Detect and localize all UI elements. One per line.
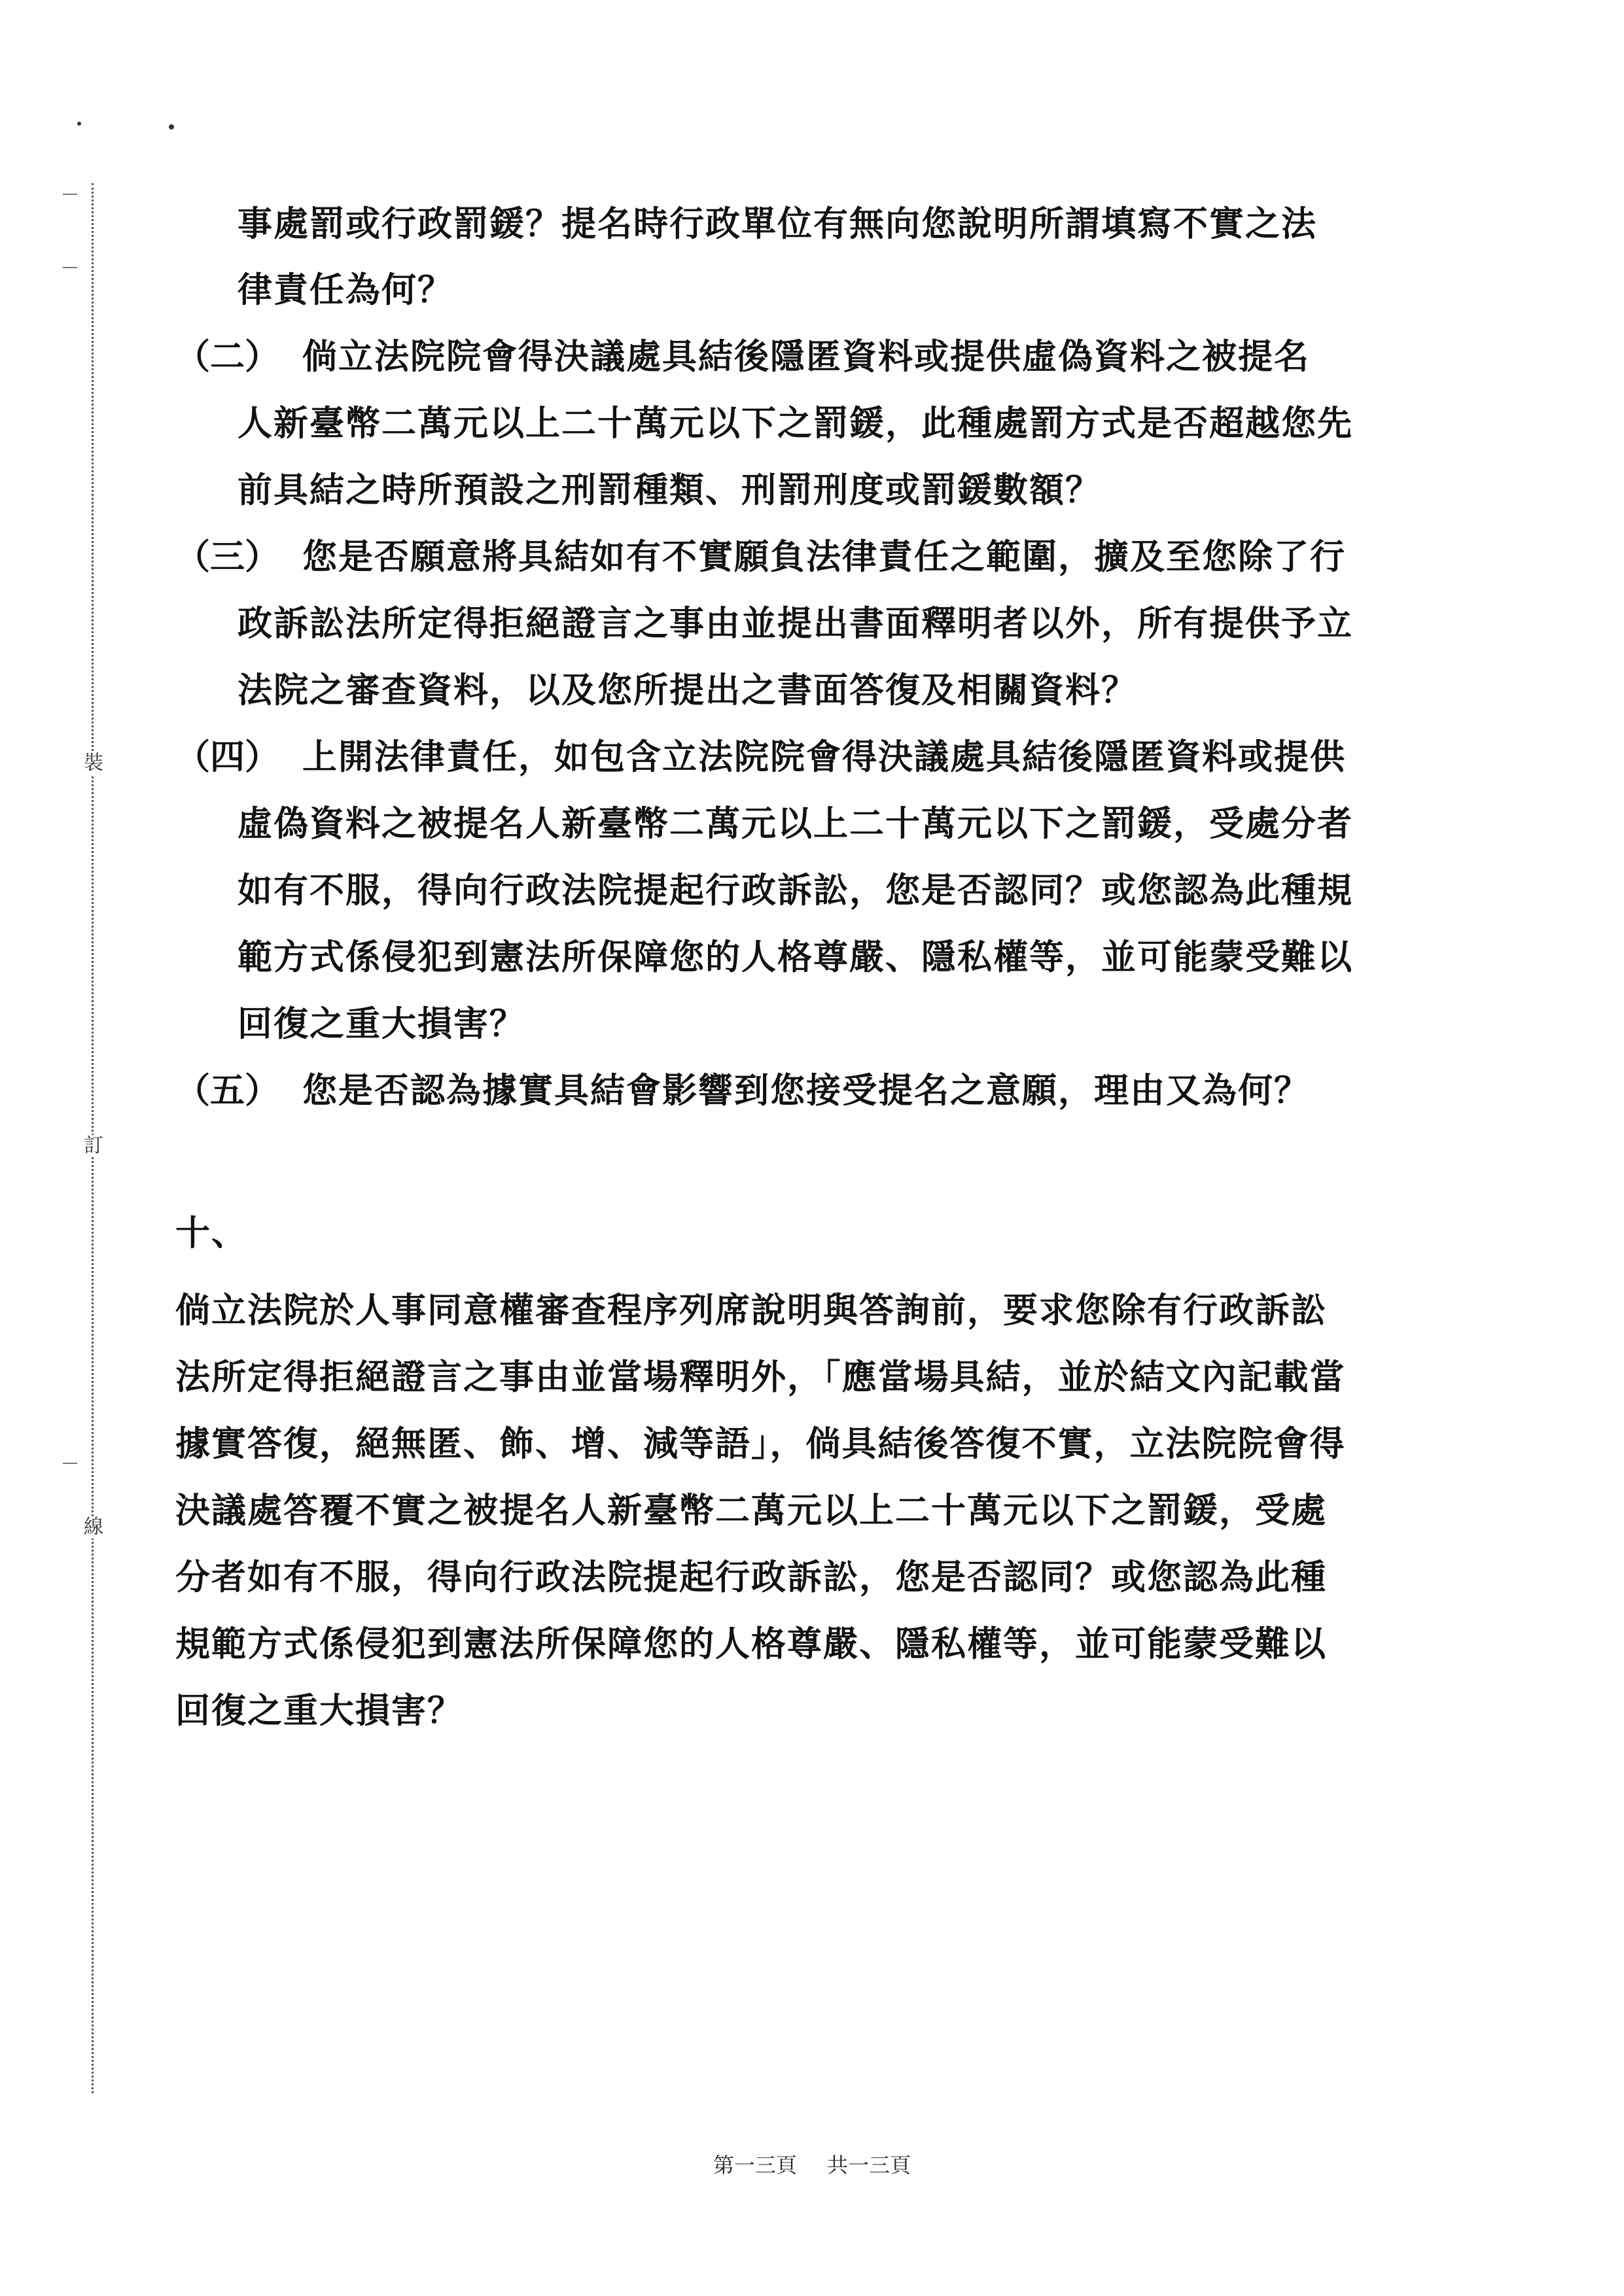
binding-dash xyxy=(63,194,77,195)
binding-dash xyxy=(63,1463,77,1464)
item-label-4: （四） xyxy=(175,737,279,777)
item-4-line: 範方式係侵犯到憲法所保障您的人格尊嚴、隱私權等，並可能蒙受難以 xyxy=(238,937,1353,977)
continuation-line: 律責任為何？ xyxy=(238,270,453,310)
item-4-line: 虛偽資料之被提名人新臺幣二萬元以上二十萬元以下之罰鍰，受處分者 xyxy=(238,803,1353,844)
item-3-line: 您是否願意將具結如有不實願負法律責任之範圍，擴及至您除了行 xyxy=(302,536,1346,577)
item-label-5: （五） xyxy=(175,1070,279,1111)
section-heading: 十、 xyxy=(175,1213,247,1253)
section-ten-line: 規範方式係侵犯到憲法所保障您的人格尊嚴、隱私權等，並可能蒙受難以 xyxy=(175,1624,1327,1664)
item-5-line: 您是否認為據實具結會影響到您接受提名之意願，理由又為何？ xyxy=(302,1070,1310,1111)
binding-mark-bottom: 線 xyxy=(84,1516,103,1539)
page-footer xyxy=(0,2152,1624,2178)
scan-speck xyxy=(77,122,81,126)
item-4-line: 回復之重大損害？ xyxy=(238,1003,525,1044)
item-2-line: 前具結之時所預設之刑罰種類、刑罰刑度或罰鍰數額？ xyxy=(238,470,1101,510)
section-ten-line: 倘立法院於人事同意權審查程序列席說明與答詢前，要求您除有行政訴訟 xyxy=(175,1290,1327,1331)
binding-mark-top: 裝 xyxy=(84,752,103,774)
section-ten-line: 回復之重大損害？ xyxy=(175,1690,463,1731)
section-ten-line: 決議處答覆不實之被提名人新臺幣二萬元以上二十萬元以下之罰鍰，受處 xyxy=(175,1490,1327,1531)
item-2-line: 倘立法院院會得決議處具結後隱匿資料或提供虛偽資料之被提名 xyxy=(302,336,1310,377)
item-3-line: 法院之審查資料，以及您所提出之書面答復及相關資料？ xyxy=(238,670,1137,710)
item-4-line: 如有不服，得向行政法院提起行政訴訟，您是否認同？或您認為此種規 xyxy=(238,870,1353,911)
item-3-line: 政訴訟法所定得拒絕證言之事由並提出書面釋明者以外，所有提供予立 xyxy=(238,603,1353,644)
item-label-3: （三） xyxy=(175,536,279,577)
item-2-line: 人新臺幣二萬元以上二十萬元以下之罰鍰，此種處罰方式是否超越您先 xyxy=(238,403,1353,444)
page-number: 第一三頁 xyxy=(713,2153,797,2178)
continuation-line: 事處罰或行政罰鍰？提名時行政單位有無向您說明所謂填寫不實之法 xyxy=(238,203,1317,244)
section-ten-line: 法所定得拒絕證言之事由並當場釋明外，「應當場具結，並於結文內記載當 xyxy=(175,1357,1346,1397)
binding-dash xyxy=(63,267,77,268)
binding-mark-middle: 訂 xyxy=(84,1134,103,1157)
section-ten-line: 分者如有不服，得向行政法院提起行政訴訟，您是否認同？或您認為此種 xyxy=(175,1557,1327,1597)
scan-speck xyxy=(169,124,174,130)
item-4-line: 上開法律責任，如包含立法院院會得決議處具結後隱匿資料或提供 xyxy=(302,737,1346,777)
page-total: 共一三頁 xyxy=(827,2153,911,2178)
section-ten-line: 據實答復，絕無匿、飾、增、減等語」，倘具結後答復不實，立法院院會得 xyxy=(175,1423,1346,1464)
item-label-2: （二） xyxy=(175,336,279,377)
